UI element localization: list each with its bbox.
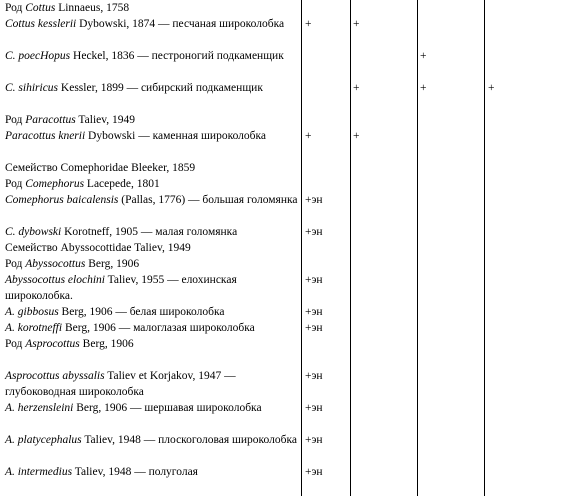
presence-mark: +эн <box>305 402 323 414</box>
presence-mark: +эн <box>305 274 323 286</box>
name-segment: Korotneff, 1905 — малая голомянка <box>61 226 238 238</box>
presence-mark: +эн <box>305 466 323 478</box>
species-name <box>5 320 300 336</box>
species-name <box>5 368 300 400</box>
name-segment: Berg, 1906 — шершавая широколобка <box>73 402 262 414</box>
species-name <box>5 336 300 352</box>
presence-mark: + <box>353 130 360 142</box>
species-name <box>5 16 300 32</box>
name-segment: A. intermedius <box>5 466 73 478</box>
presence-mark: +эн <box>305 226 323 238</box>
name-segment: Berg, 1906 <box>79 338 134 350</box>
species-name <box>5 256 300 272</box>
species-name <box>5 80 300 96</box>
name-segment: Род <box>5 2 26 14</box>
species-name <box>5 0 300 16</box>
name-segment: Heckel, 1836 — пестроногий подкаменщик <box>70 50 284 62</box>
species-name <box>5 112 300 128</box>
column-divider <box>417 0 418 496</box>
species-name <box>5 160 300 176</box>
species-name <box>5 224 300 240</box>
species-name <box>5 304 300 320</box>
name-segment: Asprocottus <box>25 338 80 350</box>
name-segment: C. dybowski <box>5 226 62 238</box>
species-name <box>5 272 300 304</box>
presence-mark: + <box>353 18 360 30</box>
name-segment: Berg, 1906 — малоглазая широколобка <box>62 322 255 334</box>
name-segment: Род <box>5 338 26 350</box>
presence-mark: +эн <box>305 306 323 318</box>
name-segment: Cottus <box>25 2 56 14</box>
presence-mark: +эн <box>305 322 323 334</box>
name-segment: Taliev et Korjakov, 1947 — глубоководная широколобка <box>5 370 236 398</box>
name-segment: Taliev, 1948 — плоскоголовая широколобка <box>81 434 297 446</box>
species-name <box>5 240 300 256</box>
species-name <box>5 128 300 144</box>
presence-mark: + <box>305 130 312 142</box>
species-name <box>5 400 300 416</box>
column-divider <box>301 0 302 496</box>
presence-mark: +эн <box>305 434 323 446</box>
name-segment: A. platycephalus <box>5 434 82 446</box>
name-segment: Dybowski — каменная широколобка <box>85 130 267 142</box>
name-segment: Abyssocottus elochini <box>5 274 105 286</box>
presence-mark: + <box>488 82 495 94</box>
species-name <box>5 432 300 448</box>
presence-mark: + <box>420 50 427 62</box>
name-segment: Kessler, 1899 — сибирский подкаменщик <box>58 82 263 94</box>
name-segment: Paracottus <box>25 114 76 126</box>
name-segment: Lacepede, 1801 <box>84 178 160 190</box>
name-segment: C. poecHopus <box>5 50 71 62</box>
species-name <box>5 464 300 480</box>
species-name <box>5 176 300 192</box>
name-segment: Comephorus baicalensis <box>5 194 119 206</box>
name-segment: Taliev, 1949 <box>75 114 135 126</box>
presence-mark: +эн <box>305 370 323 382</box>
species-name <box>5 48 300 64</box>
name-segment: Paracottus knerii <box>5 130 86 142</box>
name-segment: A. korotneffi <box>5 322 63 334</box>
name-segment: Семейство Comephoridae Bleeker, 1859 <box>5 162 196 174</box>
name-segment: A. herzensleini <box>5 402 74 414</box>
name-segment: A. gibbosus <box>5 306 59 318</box>
name-segment: Berg, 1906 <box>85 258 140 270</box>
column-divider <box>350 0 351 496</box>
name-segment: (Pallas, 1776) — большая голомянка <box>118 194 298 206</box>
name-segment: Abyssocottus <box>25 258 86 270</box>
name-segment: Dybowski, 1874 — песчаная широколобка <box>76 18 285 30</box>
name-segment: C. sihiricus <box>5 82 59 94</box>
species-name <box>5 192 300 208</box>
name-segment: Род <box>5 114 26 126</box>
presence-mark: + <box>420 82 427 94</box>
name-segment: Род <box>5 178 26 190</box>
name-segment: Семейство Abyssocottidae Taliev, 1949 <box>5 242 191 254</box>
column-divider <box>484 0 485 496</box>
name-segment: Linnaeus, 1758 <box>55 2 130 14</box>
name-segment: Berg, 1906 — белая широколобка <box>58 306 225 318</box>
presence-mark: + <box>305 18 312 30</box>
name-segment: Taliev, 1955 — елохинская широколобка. <box>5 274 237 302</box>
name-segment: Род <box>5 258 26 270</box>
name-segment: Cottus kesslerii <box>5 18 77 30</box>
name-segment: Comephorus <box>25 178 85 190</box>
presence-mark: +эн <box>305 194 323 206</box>
presence-mark: + <box>353 82 360 94</box>
name-segment: Asprocottus abyssalis <box>5 370 105 382</box>
name-segment: Taliev, 1948 — полуголая <box>72 466 198 478</box>
